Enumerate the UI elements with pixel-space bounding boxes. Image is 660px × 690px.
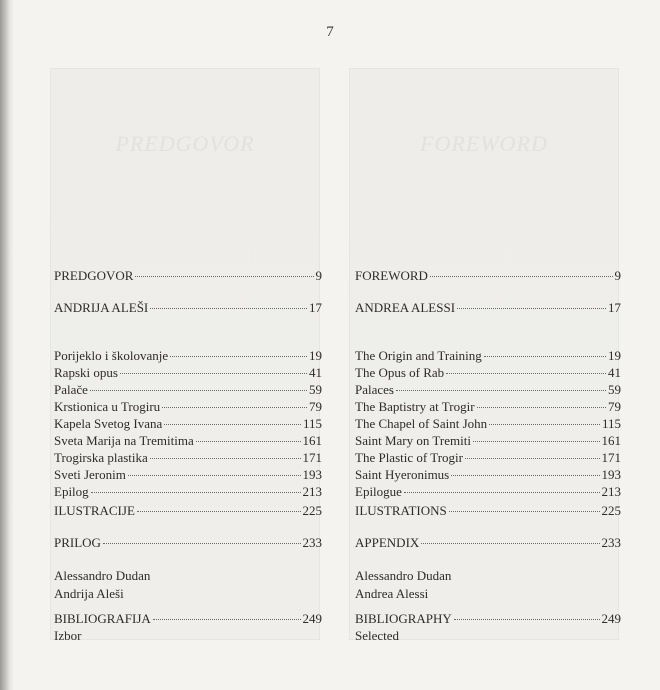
dot-leader <box>457 308 606 309</box>
dot-leader <box>489 424 600 425</box>
dot-leader <box>451 475 599 476</box>
page-edge-shadow <box>0 0 14 690</box>
toc-entry-page: 115 <box>601 416 621 431</box>
appendix-author-translated: Andrija Aleši <box>54 586 124 601</box>
toc-entry <box>54 268 322 288</box>
dot-leader <box>150 308 307 309</box>
toc-entry-page: 233 <box>302 535 322 550</box>
dot-leader <box>421 543 599 544</box>
toc-entry-title: The Baptistry at Trogir <box>355 399 475 414</box>
toc-entry-page: 79 <box>608 399 621 414</box>
toc-entry-page: 213 <box>302 484 322 499</box>
toc-entry-title: Sveti Jeronim <box>54 467 126 482</box>
toc-entry-page: 171 <box>601 450 621 465</box>
toc-entry <box>355 268 621 288</box>
appendix-author-original: Alessandro Dudan <box>54 568 151 583</box>
toc-entry <box>54 300 322 320</box>
toc-entry-page: 79 <box>309 399 322 414</box>
toc-entry-title: APPENDIX <box>355 535 420 550</box>
toc-entry-title: ANDRIJA ALEŠI <box>54 300 149 315</box>
dot-leader <box>465 458 600 459</box>
dot-leader <box>164 424 301 425</box>
dot-leader <box>454 619 600 620</box>
toc-entry-title: ILUSTRACIJE <box>54 503 135 518</box>
dot-leader <box>484 356 606 357</box>
toc-entry-title: BIBLIOGRAFIJA <box>54 611 151 626</box>
toc-entry-page: 249 <box>302 611 322 626</box>
toc-entry-page: 41 <box>608 365 621 380</box>
toc-entry <box>54 503 322 523</box>
dot-leader <box>135 276 313 277</box>
toc-entry-title: Porijeklo i školovanje <box>54 348 169 363</box>
toc-entry-page: 161 <box>601 433 621 448</box>
dot-leader <box>90 390 307 391</box>
toc-entry <box>355 535 621 555</box>
dot-leader <box>473 441 600 442</box>
toc-entry-title: Kapela Svetog Ivana <box>54 416 163 431</box>
toc-column-croatian <box>50 68 322 643</box>
dot-leader <box>162 407 307 408</box>
page-number: 7 <box>326 24 334 40</box>
toc-entry-title: The Origin and Training <box>355 348 482 363</box>
toc-entry-page: 41 <box>309 365 322 380</box>
toc-entry-title: Trogirska plastika <box>54 450 148 465</box>
toc-entry-page: 59 <box>608 382 621 397</box>
toc-entry <box>355 503 621 523</box>
toc-entry <box>54 535 322 555</box>
toc-entry-title: ILUSTRATIONS <box>355 503 447 518</box>
dot-leader <box>137 511 301 512</box>
toc-entry-title: Palaces <box>355 382 394 397</box>
appendix-author-translated: Andrea Alessi <box>355 586 429 601</box>
toc-entry-page: 9 <box>614 268 621 283</box>
toc-column-english <box>349 68 621 643</box>
dot-leader <box>404 492 600 493</box>
toc-entry-title: Sveta Marija na Tremitima <box>54 433 194 448</box>
toc-entry-page: 213 <box>601 484 621 499</box>
toc-entry-title: PREDGOVOR <box>54 268 134 283</box>
toc-entry-page: 171 <box>302 450 322 465</box>
toc-entry-page: 9 <box>315 268 322 283</box>
toc-entry-page: 233 <box>601 535 621 550</box>
toc-entry-title: FOREWORD <box>355 268 428 283</box>
toc-entry-title: The Chapel of Saint John <box>355 416 488 431</box>
dot-leader <box>449 511 600 512</box>
toc-entry-page: 193 <box>601 467 621 482</box>
toc-entry-page: 249 <box>601 611 621 626</box>
dot-leader <box>196 441 301 442</box>
toc-entry-title: Saint Hyeronimus <box>355 467 450 482</box>
toc-entry-title: Palače <box>54 382 88 397</box>
toc-entry-page: 161 <box>302 433 322 448</box>
toc-entry-title: PRILOG <box>54 535 101 550</box>
toc-entry-page: 193 <box>302 467 322 482</box>
toc-entry <box>54 484 322 504</box>
dot-leader <box>103 543 301 544</box>
bibliography-subtitle: Izbor <box>54 628 82 643</box>
toc-entry-title: BIBLIOGRAPHY <box>355 611 452 626</box>
dot-leader <box>128 475 301 476</box>
dot-leader <box>170 356 307 357</box>
toc-entry-page: 17 <box>309 300 322 315</box>
toc-entry-title: Epilogue <box>355 484 402 499</box>
toc-entry <box>355 484 621 504</box>
toc-entry-page: 19 <box>309 348 322 363</box>
toc-entry-page: 115 <box>302 416 322 431</box>
column-heading: PREDGOVOR <box>115 131 255 156</box>
toc-entry-title: Krstionica u Trogiru <box>54 399 161 414</box>
toc-entry <box>355 300 621 320</box>
dot-leader <box>446 373 606 374</box>
toc-entry-title: Rapski opus <box>54 365 118 380</box>
toc-entry-title: Saint Mary on Tremiti <box>355 433 471 448</box>
toc-entry-page: 59 <box>309 382 322 397</box>
toc-entry-page: 17 <box>608 300 621 315</box>
dot-leader <box>91 492 301 493</box>
dot-leader <box>120 373 307 374</box>
dot-leader <box>430 276 613 277</box>
dot-leader <box>477 407 606 408</box>
toc-entry-title: The Opus of Rab <box>355 365 445 380</box>
toc-entry <box>54 611 322 631</box>
toc-entry-title: ANDREA ALESSI <box>355 300 456 315</box>
toc-entry-page: 225 <box>601 503 621 518</box>
column-heading: FOREWORD <box>420 131 548 156</box>
toc-entry-title: Epilog <box>54 484 89 499</box>
toc-entry-title: The Plastic of Trogir <box>355 450 463 465</box>
dot-leader <box>153 619 301 620</box>
toc-entry-page: 225 <box>302 503 322 518</box>
appendix-author-original: Alessandro Dudan <box>355 568 452 583</box>
bibliography-subtitle: Selected <box>355 628 400 643</box>
dot-leader <box>396 390 606 391</box>
dot-leader <box>150 458 301 459</box>
toc-entry-page: 19 <box>608 348 621 363</box>
